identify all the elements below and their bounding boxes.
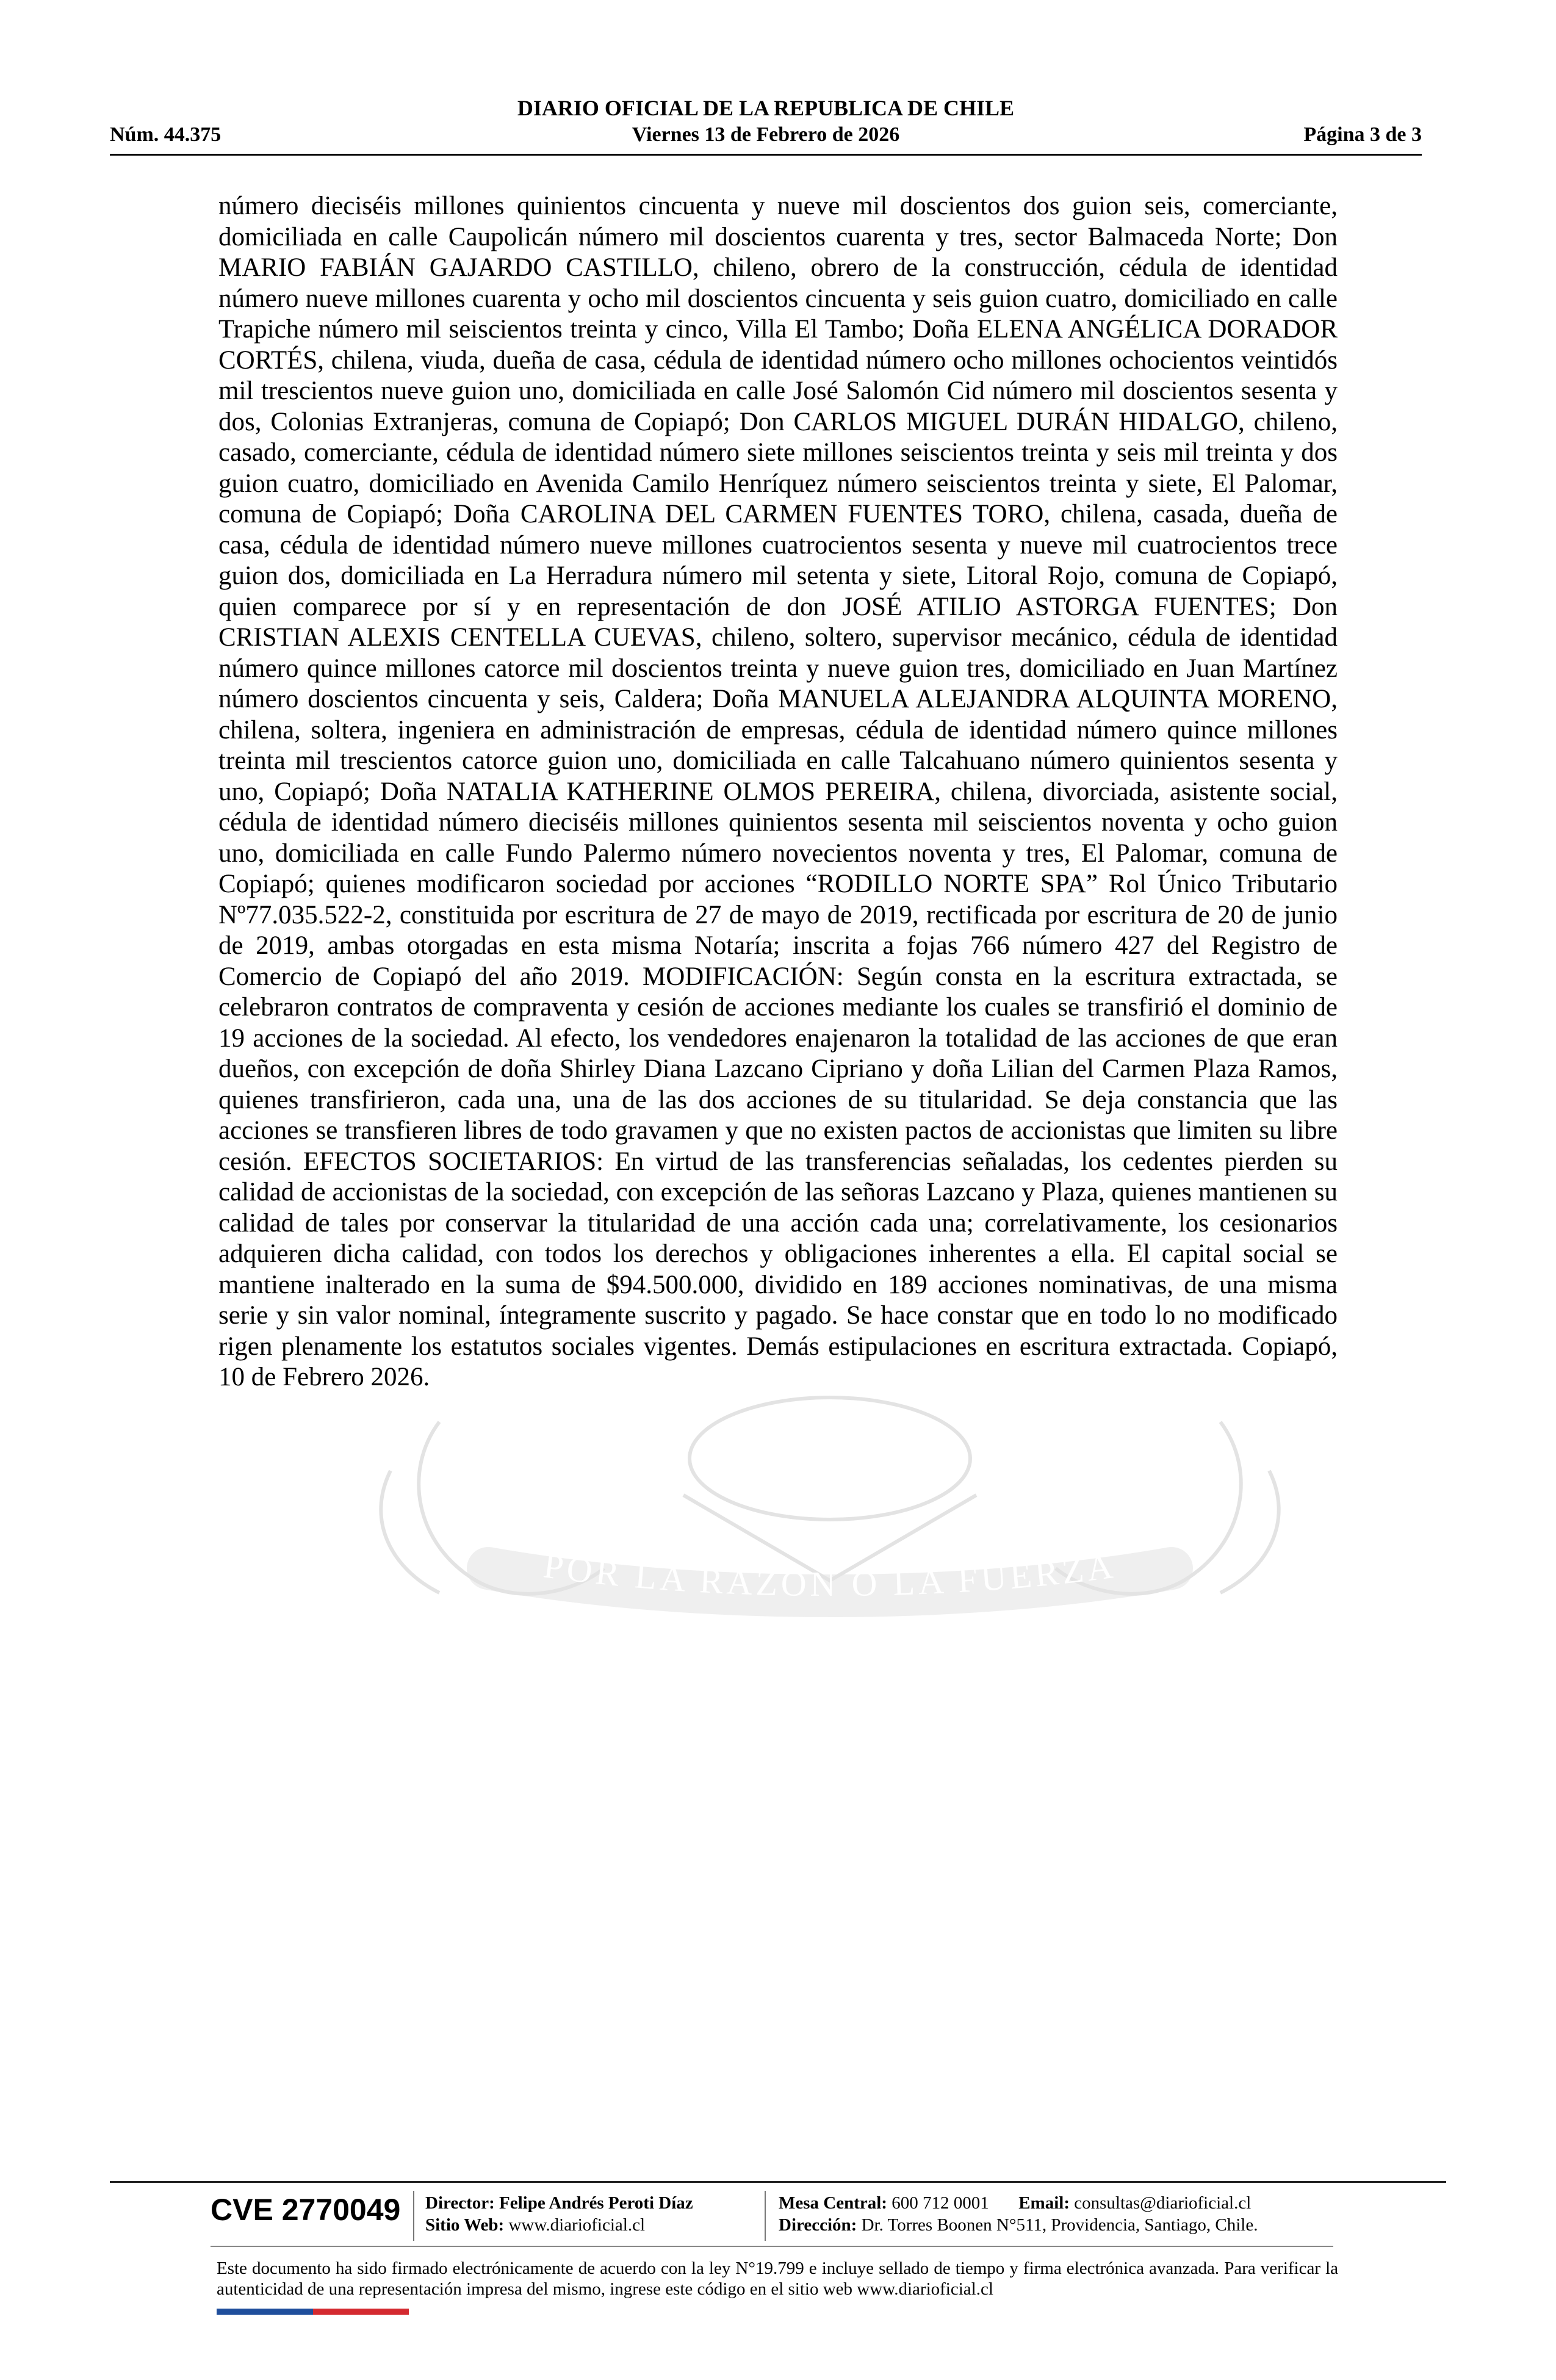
- footer-separator: [413, 2191, 414, 2241]
- email-label: Email:: [1018, 2193, 1070, 2213]
- watermark-motto: POR LA RAZON O LA FUERZA: [541, 1545, 1118, 1604]
- footer-divider-mid: [211, 2246, 1333, 2247]
- issue-date: Viernes 13 de Febrero de 2026: [632, 123, 900, 146]
- mesa-central-label: Mesa Central:: [779, 2193, 887, 2213]
- signature-disclaimer: Este documento ha sido firmado electrónicamente de acuerdo con la ley N°19.799 e incluye sellado de tiempo y firma electrónica avanzada. Para verificar la autenticidad de una representación impresa del mismo, ingrese este código en el sitio web www.diarioficial.cl: [217, 2259, 1338, 2299]
- header-divider: [110, 154, 1422, 156]
- publication-title: DIARIO OFICIAL DE LA REPUBLICA DE CHILE: [517, 96, 1015, 120]
- director-line: [425, 2193, 693, 2213]
- mesa-central-phone: 600 712 0001: [891, 2193, 989, 2213]
- director-label: Director:: [425, 2193, 495, 2213]
- address-value: Dr. Torres Boonen N°511, Providencia, Santiago, Chile.: [861, 2215, 1258, 2235]
- website-line: [425, 2215, 645, 2235]
- director-name: Felipe Andrés Peroti Díaz: [499, 2193, 693, 2213]
- coat-of-arms-watermark-icon: [317, 1385, 1342, 1666]
- document-body: número dieciséis millones quinientos cincuenta y nueve mil doscientos dos guion seis, comerciante, domiciliada en calle Caupolicán número mil doscientos cuarenta y tres, sector Balmaceda Norte; Don MARIO FABIÁN GAJARDO CASTILLO, chileno, obrero de la construcción, cédula de identidad número nueve millones cuarenta y ocho mil doscientos cincuenta y seis guion cuatro, domiciliado en calle Trapiche número mil seiscientos treinta y cinco, Villa El Tambo; Doña ELENA ANGÉLICA DORADOR CORTÉS, chilena, viuda, dueña de casa, cédula de identidad número ocho millones ochocientos veintidós mil trescientos nueve guion uno, domiciliada en calle José Salomón Cid número mil doscientos sesenta y dos, Colonias Extranjeras, comuna de Copiapó; Don CARLOS MIGUEL DURÁN HIDALGO, chileno, casado, comerciante, cédula de identidad número siete millones seiscientos treinta y seis mil treinta y dos guion cuatro, domiciliado en Avenida Camilo Henríquez número seiscientos treinta y siete, El Palomar, comuna de Copiapó; Doña CAROLINA DEL CARMEN FUENTES TORO, chilena, casada, dueña de casa, cédula de identidad número nueve millones cuatrocientos sesenta y nueve mil cuatrocientos trece guion dos, domiciliada en La Herradura número mil setenta y siete, Litoral Rojo, comuna de Copiapó, quien comparece por sí y en representación de don JOSÉ ATILIO ASTORGA FUENTES; Don CRISTIAN ALEXIS CENTELLA CUEVAS, chileno, soltero, supervisor mecánico, cédula de identidad número quince millones catorce mil doscientos treinta y nueve guion tres, domiciliado en Juan Martínez número doscientos cincuenta y seis, Caldera; Doña MANUELA ALEJANDRA ALQUINTA MORENO, chilena, soltera, ingeniera en administración de empresas, cédula de identidad número quince millones treinta mil trescientos catorce guion uno, domiciliada en calle Talcahuano número quinientos sesenta y uno, Copiapó; Doña NATALIA KATHERINE OLMOS PEREIRA, chilena, divorciada, asistente social, cédula de identidad número dieciséis millones quinientos sesenta mil seiscientos noventa y ocho guion uno, domiciliada en calle Fundo Palermo número novecientos noventa y tres, El Palomar, comuna de Copiapó; quienes modificaron sociedad por acciones “RODILLO NORTE SPA” Rol Único Tributario Nº77.035.522-2, constituida por escritura de 27 de mayo de 2019, rectificada por escritura de 20 de junio de 2019, ambas otorgadas en esta misma Notaría; inscrita a fojas 766 número 427 del Registro de Comercio de Copiapó del año 2019. MODIFICACIÓN: Según consta en la escritura extractada, se celebraron contratos de compraventa y cesión de acciones mediante los cuales se transfirió el dominio de 19 acciones de la sociedad. Al efecto, los vendedores enajenaron la totalidad de las acciones de que eran dueños, con excepción de doña Shirley Diana Lazcano Cipriano y doña Lilian del Carmen Plaza Ramos, quienes transfirieron, cada una, una de las dos acciones de su titularidad. Se deja constancia que las acciones se transfieren libres de todo gravamen y que no existen pactos de accionistas que limiten su libre cesión. EFECTOS SOCIETARIOS: En virtud de las transferencias señaladas, los cedentes pierden su calidad de accionistas de la sociedad, con excepción de las señoras Lazcano y Plaza, quienes mantienen su calidad de tales por conservar la titularidad de una acción cada una; correlativamente, los cesionarios adquieren dicha calidad, con todos los derechos y obligaciones inherentes a ella. El capital social se mantiene inalterado en la suma de $94.500.000, dividido en 189 acciones nominativas, de una misma serie y sin valor nominal, íntegramente suscrito y pagado. Se hace constar que en todo lo no modificado rigen plenamente los estatutos sociales vigentes. Demás estipulaciones en escritura extractada. Copiapó, 10 de Febrero 2026.: [218, 192, 1338, 1391]
- address-line: [779, 2215, 1258, 2235]
- website-link[interactable]: www.diarioficial.cl: [508, 2215, 646, 2235]
- flag-stripe-red: [313, 2309, 409, 2315]
- issue-number: Núm. 44.375: [110, 123, 222, 146]
- email-link[interactable]: consultas@diarioficial.cl: [1074, 2193, 1252, 2213]
- cve-code: CVE 2770049: [211, 2193, 401, 2227]
- website-label: Sitio Web:: [425, 2215, 505, 2235]
- flag-stripe-blue: [217, 2309, 313, 2315]
- page-header: [110, 92, 1422, 159]
- footer-separator: [765, 2191, 766, 2241]
- address-label: Dirección:: [779, 2215, 857, 2235]
- contact-line: [779, 2193, 1251, 2213]
- page-indicator: Página 3 de 3: [1303, 123, 1422, 146]
- footer-divider-top: [110, 2181, 1446, 2183]
